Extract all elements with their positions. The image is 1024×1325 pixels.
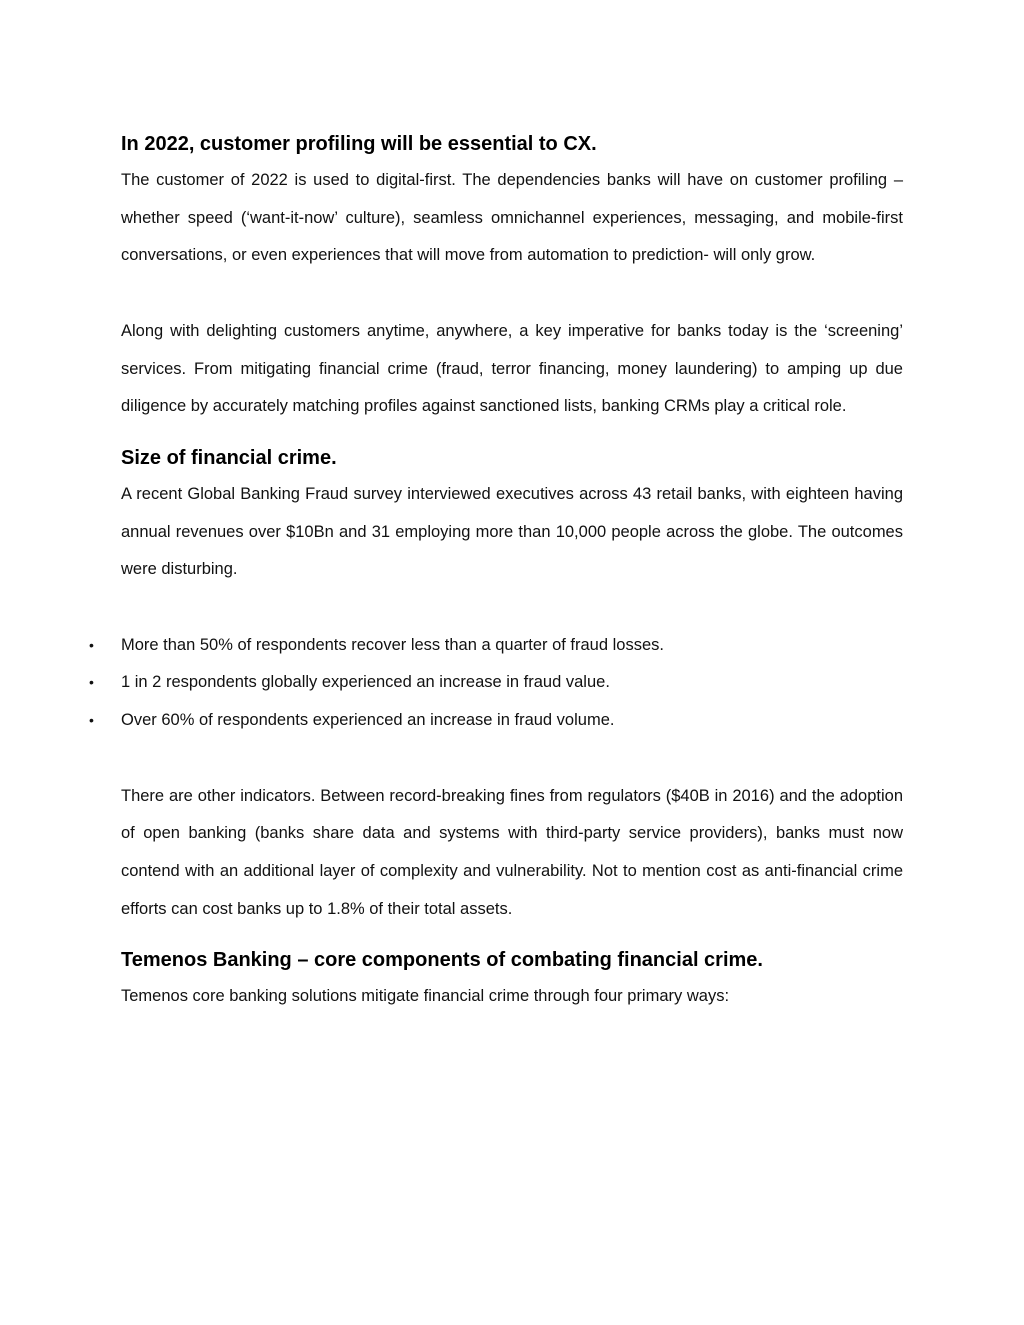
list-item	[89, 702, 903, 740]
document-page	[89, 128, 903, 1016]
list-item	[89, 627, 903, 665]
bullet-icon: •	[89, 636, 94, 653]
bullet-icon: •	[89, 674, 94, 691]
paragraph-screening-services: Along with delighting customers anytime, anywhere, a key imperative for banks today is the ‘screening’ services. From mitigating financial crime (fraud, terror financing, money laundering) to amping up due diligence by accurately matching profiles against sanctioned lists, banking CRMs play a critical role.	[121, 321, 903, 416]
bullet-icon: •	[89, 712, 94, 729]
paragraph-fraud-survey: A recent Global Banking Fraud survey interviewed executives across 43 retail banks, with eighteen having annual revenues over $10Bn and 31 employing more than 10,000 people across the globe. The outcomes were disturbing.	[121, 484, 903, 579]
paragraph-spacer	[121, 275, 903, 313]
paragraph-temenos-solutions: Temenos core banking solutions mitigate financial crime through four primary ways:	[121, 987, 730, 1006]
section-heading-size-of-financial-crime: Size of financial crime.	[121, 446, 337, 469]
paragraph-spacer	[121, 589, 903, 627]
section-heading-temenos-banking: Temenos Banking – core components of combating financial crime.	[121, 949, 763, 972]
paragraph-other-indicators: There are other indicators. Between record-breaking fines from regulators ($40B in 2016) and the adoption of open banking (banks share data and systems with third-party service providers), banks must now contend with an additional layer of complexity and vulnerability. Not to mention cost as anti-financial crime efforts can cost banks up to 1.8% of their total assets.	[121, 786, 903, 918]
list-item-text: Over 60% of respondents experienced an increase in fraud volume.	[121, 711, 615, 730]
fraud-stats-list	[89, 627, 903, 740]
list-item	[89, 664, 903, 702]
paragraph-customer-2022: The customer of 2022 is used to digital-first. The dependencies banks will have on customer profiling – whether speed (‘want-it-now’ culture), seamless omnichannel experiences, messaging, and mobile-first conversations, or even experiences that will move from automation to prediction- will only grow.	[121, 171, 903, 265]
paragraph-spacer	[121, 740, 903, 778]
list-item-text: More than 50% of respondents recover less than a quarter of fraud losses.	[121, 635, 664, 654]
section-heading-customer-profiling: In 2022, customer profiling will be essential to CX.	[121, 133, 597, 155]
list-item-text: 1 in 2 respondents globally experienced an increase in fraud value.	[121, 673, 610, 692]
